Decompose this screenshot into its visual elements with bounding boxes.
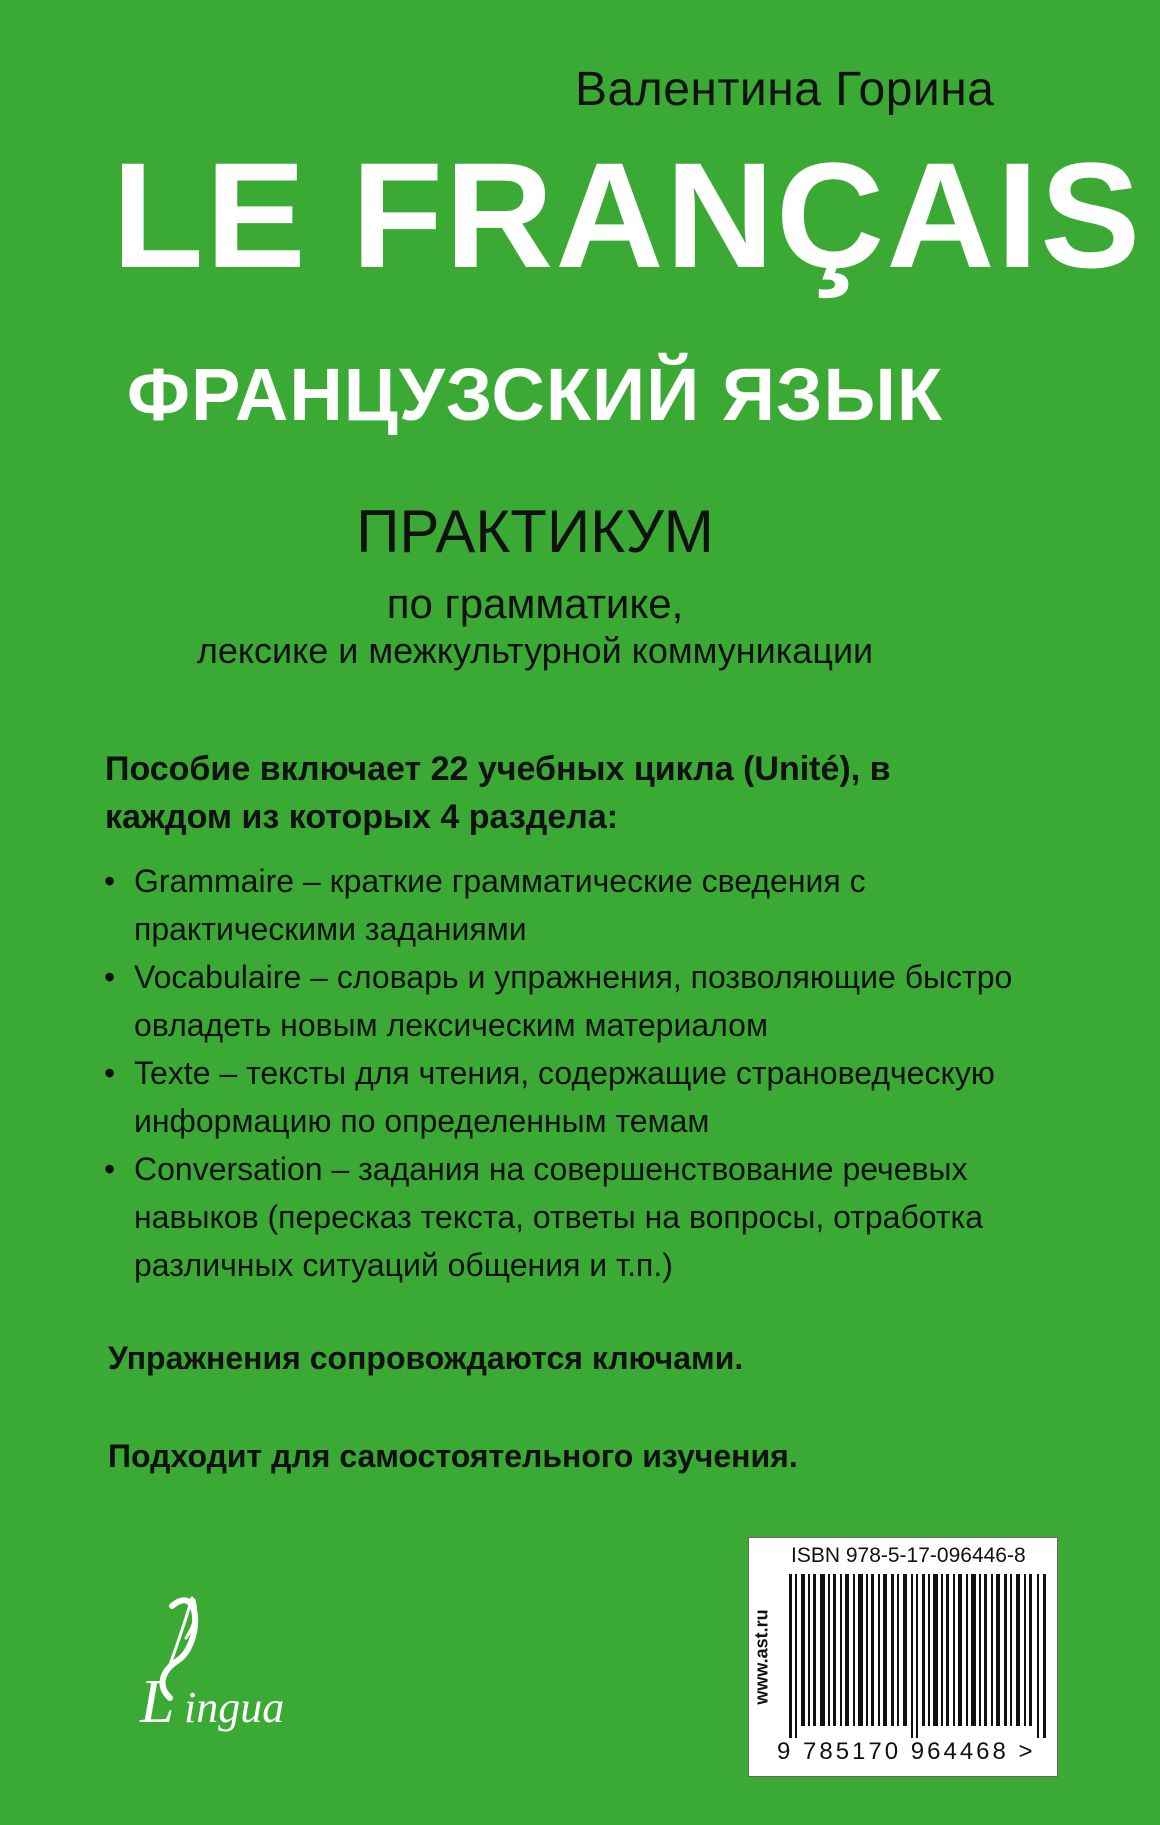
intro-text: Пособие включает 22 учебных цикла (Unité), в каждом из которых 4 раздела: (105, 750, 891, 836)
svg-text:ingua: ingua (184, 1683, 285, 1732)
practicum-line-2: по грамматике, (386, 580, 684, 627)
feature-item-grammaire: • Grammaire – краткие грамматические сведения с практическими заданиями (98, 857, 1038, 953)
svg-text:L: L (140, 1668, 175, 1736)
lingua-logo-icon (132, 1586, 362, 1736)
barcode-digits: 9 785170 964468 > (777, 1738, 1036, 1765)
note-keys: Упражнения сопровождаются ключами. (108, 1340, 744, 1376)
barcode-bars (787, 1574, 1049, 1738)
feature-item-texte: • Texte – тексты для чтения, содержащие страноведческую информацию по определенным темам (98, 1049, 1038, 1145)
feature-item-vocabulaire: • Vocabulaire – словарь и упражнения, позволяющие быстро овладеть новым лексическим материалом (98, 953, 1038, 1049)
practicum-line-3: лексике и межкультурной коммуникации (196, 630, 874, 671)
feature-item-conversation: • Conversation – задания на совершенствование речевых навыков (пересказ текста, ответы на вопросы, отработка различных ситуаций общения и т.п.) (98, 1145, 1038, 1289)
main-title: LE FRANÇAIS (112, 131, 1143, 299)
author-name: Валентина Горина (575, 63, 995, 116)
lingua-logo (132, 1586, 362, 1736)
isbn-number: ISBN 978-5-17-096446-8 (791, 1544, 1026, 1567)
publisher-website: www.ast.ru (751, 1609, 772, 1705)
note-self-study: Подходит для самостоятельного изучения. (108, 1438, 798, 1474)
subtitle: ФРАНЦУЗСКИЙ ЯЗЫК (126, 353, 944, 436)
barcode-panel (748, 1537, 1058, 1777)
feature-list (98, 857, 1038, 1289)
practicum-heading: ПРАКТИКУМ (356, 498, 714, 565)
